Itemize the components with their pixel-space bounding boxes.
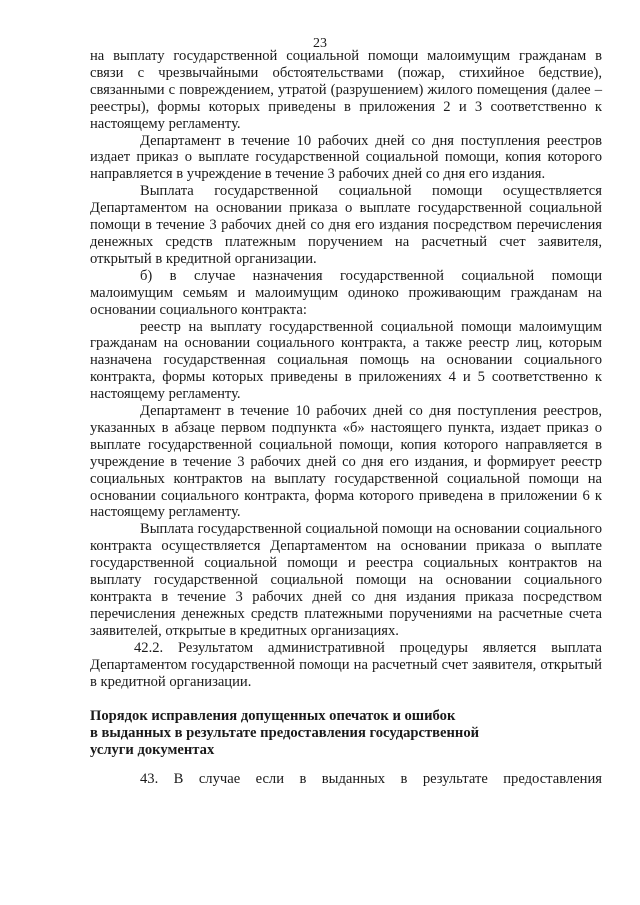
paragraph-registry-emergency: на выплату государственной социальной помощи малоимущим гражданам в связи с чрезвычайными обстоятельствами (пожар, стихийное бедствие), связанными с повреждением, утратой (разрушением) жилого помещения (далее – реестры), формы которых приведены в приложения 2 и 3 соответственно к настоящему регламенту. (90, 48, 602, 132)
paragraph-result: 42.2. Результатом административной процедуры является выплата Департаментом государственной помощи на расчетный счет заявителя, открытый в кредитной организации. (90, 639, 602, 690)
section-heading-line-2: в выданных в результате предоставления государственной (90, 725, 480, 742)
paragraph-subitem-b: б) в случае назначения государственной социальной помощи малоимущим семьям и малоимущим одиноко проживающим гражданам на основании социального контракта: (90, 267, 602, 318)
paragraph-registry-contract: реестр на выплату государственной социальной помощи малоимущим гражданам на основании социального контракта, а также реестр лиц, которым назначена государственная социальная помощь на основании социального контракта, формы которых приведены в приложениях 4 и 5 соответственно к настоящему регламенту. (90, 318, 602, 403)
paragraph-contract-payment: Выплата государственной социальной помощи на основании социального контракта осуществляется Департаментом на основании приказа о выплате государственной социальной помощи и реестра социальных контрактов на выплату государственной социальной помощи на основании социального контракта в течение 3 рабочих дней со дня издания приказа посредством перечисления денежных средств платежными поручениями на расчетные счета заявителей, открытые в кредитных организациях. (90, 521, 602, 639)
paragraph-department-order: Департамент в течение 10 рабочих дней со дня поступления реестров издает приказ о выплате государственной социальной помощи, копия которого направляется в учреждение в течение 3 рабочих дней со дня его издания. (90, 132, 602, 183)
page-number: 23 (313, 36, 327, 51)
document-body (90, 48, 602, 788)
section-heading-line-1: Порядок исправления допущенных опечаток и ошибок (90, 708, 456, 725)
paragraph-department-contract-order: Департамент в течение 10 рабочих дней со дня поступления реестров, указанных в абзаце первом подпункта «б» настоящего пункта, издает приказ о выплате государственной социальной помощи, копия которого направляется в учреждение в течение 3 рабочих дней со дня его издания, и формирует реестр социальных контрактов на выплату государственной социальной помощи на основании социального контракта, форма которого приведена в приложении 6 к настоящему регламенту. (90, 403, 602, 521)
paragraph-43: 43. В случае если в выданных в результате предоставления (140, 771, 602, 788)
section-heading-line-3: услуги документах (90, 742, 215, 759)
paragraph-payment: Выплата государственной социальной помощи осуществляется Департаментом на основании приказа о выплате государственной социальной помощи в течение 3 рабочих дней со дня его издания посредством перечисления денежных средств платежным поручением на расчетный счет заявителя, открытый в кредитной организации. (90, 183, 602, 267)
section-heading (90, 708, 602, 759)
